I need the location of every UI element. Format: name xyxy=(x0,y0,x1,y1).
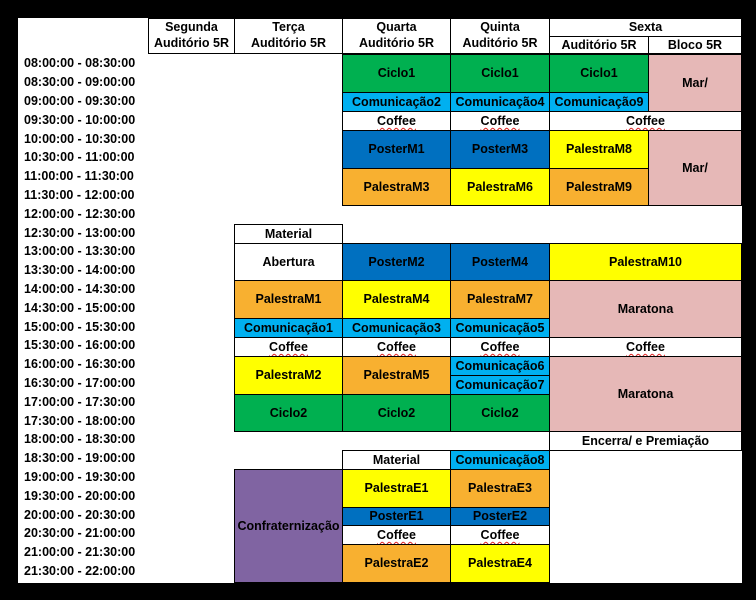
quinta-coffee2-label: Coffee xyxy=(480,339,520,354)
quinta-posterm4 xyxy=(450,243,550,281)
header-segunda-room: Auditório 5R xyxy=(154,36,229,50)
header-sexta-room2 xyxy=(648,36,742,54)
terca-confraternizacao-label: Confraternização xyxy=(237,518,340,533)
time-slot-label: 09:30:00 - 10:00:00 xyxy=(24,112,136,127)
quinta-ciclo1-label: Ciclo1 xyxy=(481,66,519,81)
quinta-palestram6 xyxy=(450,168,550,206)
sexta-mar-1 xyxy=(648,54,742,112)
time-slot-label: 08:00:00 - 08:30:00 xyxy=(24,56,136,71)
quarta-coffee1-label: Coffee xyxy=(377,113,416,128)
time-slot-label: 08:30:00 - 09:00:00 xyxy=(24,75,136,90)
quinta-coffee3-label: Coffee xyxy=(480,527,520,542)
terca-palestram2 xyxy=(234,356,343,395)
quarta-coffee2 xyxy=(342,337,451,357)
header-sexta-day xyxy=(549,18,742,37)
quarta-posterm1-label: PosterM1 xyxy=(368,142,425,157)
terca-ciclo2 xyxy=(234,394,343,432)
sexta-maratona-1-label: Maratona xyxy=(617,301,674,316)
header-sexta-room2-label: Bloco 5R xyxy=(667,37,723,52)
header-segunda xyxy=(148,18,235,54)
sexta-ciclo1 xyxy=(549,54,649,93)
quinta-ciclo2 xyxy=(450,394,550,432)
quinta-coffee3 xyxy=(450,525,550,545)
sexta-encerramento-label: Encerra/ e Premiação xyxy=(581,433,710,448)
quinta-coffee1-label: Coffee xyxy=(480,113,520,128)
quinta-comunicacao7-label: Comunicação7 xyxy=(455,377,545,392)
quarta-palestram5-label: PalestraM5 xyxy=(363,368,430,383)
quarta-coffee3 xyxy=(342,525,451,545)
quarta-comunicacao2 xyxy=(342,92,451,112)
time-slot-label: 13:00:00 - 13:30:00 xyxy=(24,244,136,259)
sexta-comunicacao9-label: Comunicação9 xyxy=(554,94,644,109)
quinta-comunicacao7 xyxy=(450,375,550,395)
quarta-ciclo1-label: Ciclo1 xyxy=(377,66,416,81)
sexta-coffee1 xyxy=(549,111,742,131)
header-sexta-room1 xyxy=(549,36,649,54)
quarta-ciclo2 xyxy=(342,394,451,432)
quarta-posterm2 xyxy=(342,243,451,281)
header-quarta xyxy=(342,18,451,54)
quarta-comunicacao3-label: Comunicação3 xyxy=(352,320,441,335)
quarta-ciclo2-label: Ciclo2 xyxy=(377,405,416,420)
terca-palestram1 xyxy=(234,280,343,319)
quinta-ciclo1 xyxy=(450,54,550,93)
quinta-palestrae4-label: PalestraE4 xyxy=(468,556,532,571)
quarta-posterm2-label: PosterM2 xyxy=(368,254,425,269)
terca-comunicacao1-label: Comunicação1 xyxy=(244,320,333,335)
quarta-postere1-label: PosterE1 xyxy=(369,509,424,524)
header-quinta xyxy=(450,18,550,54)
quinta-comunicacao5-label: Comunicação5 xyxy=(455,320,545,335)
time-slot-label: 17:30:00 - 18:00:00 xyxy=(24,413,136,428)
quinta-comunicacao4-label: Comunicação4 xyxy=(455,94,545,109)
terca-material-label: Material xyxy=(264,226,313,241)
sexta-mar-1-label: Mar/ xyxy=(682,75,708,90)
time-slot-label: 21:30:00 - 22:00:00 xyxy=(24,563,136,578)
time-slot-label: 16:30:00 - 17:00:00 xyxy=(24,375,136,390)
quarta-palestram3-label: PalestraM3 xyxy=(363,179,430,194)
quarta-comunicacao2-label: Comunicação2 xyxy=(352,94,441,109)
sexta-palestram8-label: PalestraM8 xyxy=(565,142,632,157)
quarta-comunicacao3 xyxy=(342,318,451,338)
header-terca-room: Auditório 5R xyxy=(251,36,326,50)
sexta-ciclo1-label: Ciclo1 xyxy=(580,66,618,81)
header-segunda-day: Segunda xyxy=(165,20,218,35)
time-slot-label: 20:00:00 - 20:30:00 xyxy=(24,507,136,522)
sexta-comunicacao9 xyxy=(549,92,649,112)
quinta-palestrae3-label: PalestraE3 xyxy=(468,481,532,496)
quarta-palestram3 xyxy=(342,168,451,206)
sexta-encerramento xyxy=(549,431,742,451)
header-quinta-day: Quinta xyxy=(480,20,520,35)
quinta-postere2 xyxy=(450,507,550,526)
header-quarta-room: Auditório 5R xyxy=(359,36,434,50)
sexta-coffee2-label: Coffee xyxy=(626,339,665,354)
quinta-palestram6-label: PalestraM6 xyxy=(466,179,533,194)
sexta-coffee2 xyxy=(549,337,742,357)
sexta-mar-2 xyxy=(648,130,742,206)
time-slot-label: 17:00:00 - 17:30:00 xyxy=(24,394,136,409)
sexta-palestram9-label: PalestraM9 xyxy=(565,179,632,194)
terca-palestram2-label: PalestraM2 xyxy=(255,368,322,383)
header-sexta-room1-label: Auditório 5R xyxy=(561,37,637,52)
terca-abertura xyxy=(234,243,343,281)
quarta-postere1 xyxy=(342,507,451,526)
time-slot-label: 09:00:00 - 09:30:00 xyxy=(24,93,136,108)
time-slot-label: 19:30:00 - 20:00:00 xyxy=(24,488,136,503)
header-quarta-day: Quarta xyxy=(376,20,417,35)
time-slot-label: 12:30:00 - 13:00:00 xyxy=(24,225,136,240)
quarta-posterm1 xyxy=(342,130,451,169)
quarta-palestrae2-label: PalestraE2 xyxy=(364,556,429,571)
time-slot-label: 20:30:00 - 21:00:00 xyxy=(24,526,136,541)
quarta-material-label: Material xyxy=(372,452,421,467)
quinta-palestram7 xyxy=(450,280,550,319)
time-slot-label: 11:30:00 - 12:00:00 xyxy=(24,187,135,202)
quarta-coffee2-label: Coffee xyxy=(377,339,416,354)
time-slot-label: 14:00:00 - 14:30:00 xyxy=(24,281,136,296)
time-slot-label: 11:00:00 - 11:30:00 xyxy=(24,169,134,184)
schedule-grid xyxy=(18,18,742,583)
terca-coffee xyxy=(234,337,343,357)
sexta-maratona-2-label: Maratona xyxy=(617,386,674,401)
quarta-ciclo1 xyxy=(342,54,451,93)
quinta-comunicacao5 xyxy=(450,318,550,338)
time-slot-label: 16:00:00 - 16:30:00 xyxy=(24,357,136,372)
quarta-material xyxy=(342,450,451,470)
time-slot-label: 12:00:00 - 12:30:00 xyxy=(24,206,136,221)
sexta-mar-2-label: Mar/ xyxy=(682,160,708,175)
sexta-maratona-1 xyxy=(549,280,742,338)
time-slot-label: 18:30:00 - 19:00:00 xyxy=(24,451,136,466)
quinta-posterm3 xyxy=(450,130,550,169)
quarta-palestram5 xyxy=(342,356,451,395)
sexta-palestram10-label: PalestraM10 xyxy=(609,254,682,269)
quinta-palestrae4 xyxy=(450,544,550,583)
quinta-posterm3-label: PosterM3 xyxy=(471,142,529,157)
time-slot-label: 19:00:00 - 19:30:00 xyxy=(24,469,136,484)
time-slot-label: 10:00:00 - 10:30:00 xyxy=(24,131,136,146)
quarta-palestrae1 xyxy=(342,469,451,508)
sexta-palestram8 xyxy=(549,130,649,169)
quinta-posterm4-label: PosterM4 xyxy=(471,254,529,269)
terca-abertura-label: Abertura xyxy=(262,254,315,269)
quarta-coffee3-label: Coffee xyxy=(377,527,416,542)
quinta-comunicacao6 xyxy=(450,356,550,376)
time-slot-label: 21:00:00 - 21:30:00 xyxy=(24,545,136,560)
time-slot-label: 14:30:00 - 15:00:00 xyxy=(24,300,136,315)
time-slot-label: 10:30:00 - 11:00:00 xyxy=(24,150,135,165)
sexta-coffee1-label: Coffee xyxy=(626,113,665,128)
terca-palestram1-label: PalestraM1 xyxy=(255,292,322,307)
sexta-palestram9 xyxy=(549,168,649,206)
quinta-comunicacao4 xyxy=(450,92,550,112)
quinta-postere2-label: PosterE2 xyxy=(472,509,528,524)
time-slot-label: 15:00:00 - 15:30:00 xyxy=(24,319,136,334)
terca-comunicacao1 xyxy=(234,318,343,338)
header-terca-day: Terça xyxy=(272,20,305,35)
header-quinta-room: Auditório 5R xyxy=(462,36,538,50)
terca-ciclo2-label: Ciclo2 xyxy=(269,405,308,420)
time-slot-label: 15:30:00 - 16:00:00 xyxy=(24,338,136,353)
terca-confraternizacao xyxy=(234,469,343,583)
quarta-palestrae2 xyxy=(342,544,451,583)
header-terca xyxy=(234,18,343,54)
quinta-comunicacao6-label: Comunicação6 xyxy=(455,358,545,373)
quarta-palestram4-label: PalestraM4 xyxy=(363,292,430,307)
terca-coffee-label: Coffee xyxy=(269,339,308,354)
sexta-palestram10 xyxy=(549,243,742,281)
quinta-comunicacao8-label: Comunicação8 xyxy=(455,452,545,467)
quinta-coffee2 xyxy=(450,337,550,357)
quarta-palestram4 xyxy=(342,280,451,319)
time-slot-label: 13:30:00 - 14:00:00 xyxy=(24,263,136,278)
time-slot-label: 18:00:00 - 18:30:00 xyxy=(24,432,136,447)
quinta-ciclo2-label: Ciclo2 xyxy=(481,405,519,420)
quinta-palestram7-label: PalestraM7 xyxy=(466,292,533,307)
quarta-coffee1 xyxy=(342,111,451,131)
header-sexta-day-label: Sexta xyxy=(628,20,663,35)
quarta-palestrae1-label: PalestraE1 xyxy=(364,481,429,496)
quinta-palestrae3 xyxy=(450,469,550,508)
sexta-maratona-2 xyxy=(549,356,742,432)
quinta-comunicacao8 xyxy=(450,450,550,470)
quinta-coffee1 xyxy=(450,111,550,131)
terca-material xyxy=(234,224,343,244)
